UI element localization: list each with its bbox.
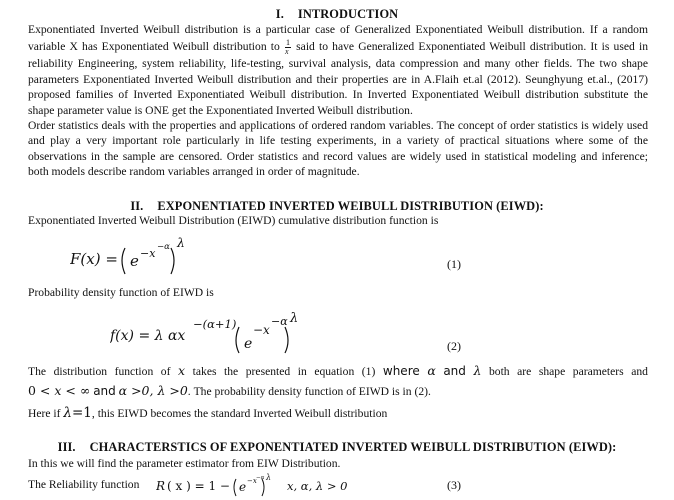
intro-line-4: parameters Exponentiated Inverted Weibull distribution and their properties are in A.Flaih et.al (2012). Seunghyung et.al., (2017) bbox=[28, 72, 648, 86]
domain-condition: 0 < x < ∞ bbox=[28, 383, 91, 398]
dist-text-e: both are shape parameters and bbox=[488, 365, 648, 378]
dist-text-b: takes the presented in equation (1) bbox=[192, 365, 376, 378]
cdf-intro: Exponentiated Inverted Weibull Distribution (EIWD) cumulative distribution function is bbox=[28, 214, 439, 227]
intro-line-8: and play a very important role particularly in life testing experiments, in a variety of practical situations where some of the bbox=[28, 134, 648, 148]
section-3-title: CHARACTERSTICS OF EXPONENTIATED INVERTED WEIBULL DISTRIBUTION (EIWD): bbox=[89, 440, 617, 454]
intro-line-9: observations in the sample are censored. Order statistics and record values are widely used in statistical modeling and inference; bbox=[28, 149, 648, 163]
cond-and-text: and bbox=[93, 384, 116, 398]
dist-text-where: where bbox=[382, 364, 420, 378]
svg-text:F(x) =: F(x) = bbox=[70, 250, 118, 268]
intro-line-2b: said to have Generalized Exponentiated Weibull distribution. It is used in bbox=[296, 40, 648, 54]
svg-text:( x ) = 1 −: ( x ) = 1 − bbox=[167, 479, 230, 493]
intro-line-2a: variable X has Exponentiated Weibull distribution to bbox=[28, 40, 280, 54]
equation-1-cdf bbox=[70, 230, 200, 280]
fraction-denominator: x bbox=[284, 47, 289, 57]
symbol-lambda: λ bbox=[473, 363, 482, 378]
svg-text:R: R bbox=[156, 479, 166, 493]
svg-text:λ: λ bbox=[266, 473, 272, 482]
svg-text:e: e bbox=[244, 336, 253, 352]
svg-text:−α: −α bbox=[157, 242, 170, 252]
dist-text-a: The distribution function of bbox=[28, 365, 171, 378]
pdf-intro: Probability density function of EIWD is bbox=[28, 286, 214, 299]
equation-1-label: (1) bbox=[447, 257, 461, 271]
cond-tail-text: . The probability density function of EIWD is in (2). bbox=[187, 385, 431, 398]
one-over-x-fraction bbox=[285, 39, 291, 56]
lambda-equals-one: λ=1 bbox=[63, 405, 92, 421]
intro-line-10: both models describe random variables arranged in order of magnitude. bbox=[28, 165, 360, 179]
section-1-number: I. bbox=[275, 7, 284, 21]
symbol-alpha: α bbox=[427, 363, 436, 378]
svg-text:−x: −x bbox=[247, 477, 257, 485]
section-2-number: II. bbox=[130, 199, 144, 213]
equation-3-reliability bbox=[156, 471, 356, 499]
intro-line-2 bbox=[28, 37, 648, 56]
section-2-title: EXPONENTIATED INVERTED WEIBULL DISTRIBUTION (EIWD): bbox=[157, 199, 544, 213]
section-1-heading bbox=[0, 7, 674, 22]
svg-text:f(x) = λ αx: f(x) = λ αx bbox=[110, 328, 186, 344]
svg-text:−x: −x bbox=[253, 323, 270, 337]
intro-line-7: Order statistics deals with the properties and applications of ordered random variables. The concept of order statistics is widely used bbox=[28, 119, 648, 133]
parameter-condition: α >0, λ >0 bbox=[118, 383, 188, 398]
intro-line-1: Exponentiated Inverted Weibull distribution is a particular case of Generalized Exponentiated Weibull distribution. If a random bbox=[28, 23, 648, 36]
svg-text:λ: λ bbox=[290, 311, 299, 326]
distribution-description-line-2 bbox=[28, 382, 648, 400]
equation-2-pdf bbox=[110, 303, 310, 357]
here-text-b: , this EIWD becomes the standard Inverted Weibull distribution bbox=[91, 407, 388, 420]
svg-text:λ: λ bbox=[177, 235, 185, 250]
section-3-heading bbox=[0, 440, 674, 455]
svg-text:−α: −α bbox=[271, 315, 288, 328]
symbol-x: x bbox=[178, 363, 186, 378]
svg-text:x, α, λ > 0: x, α, λ > 0 bbox=[287, 479, 348, 493]
intro-line-5: proposed families of Inverted Exponentiated Weibull distribution. In Inverted Exponentiated Weibull distribution substitute the bbox=[28, 88, 648, 102]
here-text-a: Here if bbox=[28, 407, 61, 420]
svg-text:−α: −α bbox=[256, 475, 265, 481]
standard-iwd-note bbox=[28, 405, 648, 422]
dist-text-and: and bbox=[443, 364, 466, 378]
svg-text:−(α+1): −(α+1) bbox=[193, 317, 237, 331]
svg-text:e: e bbox=[130, 252, 139, 270]
equation-3-label: (3) bbox=[447, 478, 461, 492]
section-3-number: III. bbox=[57, 440, 76, 454]
svg-text:−x: −x bbox=[140, 247, 156, 260]
characteristics-intro: In this we will find the parameter estimator from EIW Distribution. bbox=[28, 457, 341, 470]
reliability-label: The Reliability function bbox=[28, 478, 140, 491]
equation-2-label: (2) bbox=[447, 339, 461, 353]
fraction-numerator: 1 bbox=[285, 38, 290, 48]
section-1-title: INTRODUCTION bbox=[297, 7, 399, 21]
intro-line-6: shape parameter value is ONE get the Exponentiated Inverted Weibull distribution. bbox=[28, 103, 413, 117]
intro-line-3: reliability Engineering, system reliability, life-testing, survival analysis, data compression and many other fields. The two shape bbox=[28, 57, 648, 71]
svg-text:e: e bbox=[239, 480, 247, 494]
intro-paragraph bbox=[28, 22, 648, 180]
distribution-description-line-1 bbox=[28, 362, 648, 380]
